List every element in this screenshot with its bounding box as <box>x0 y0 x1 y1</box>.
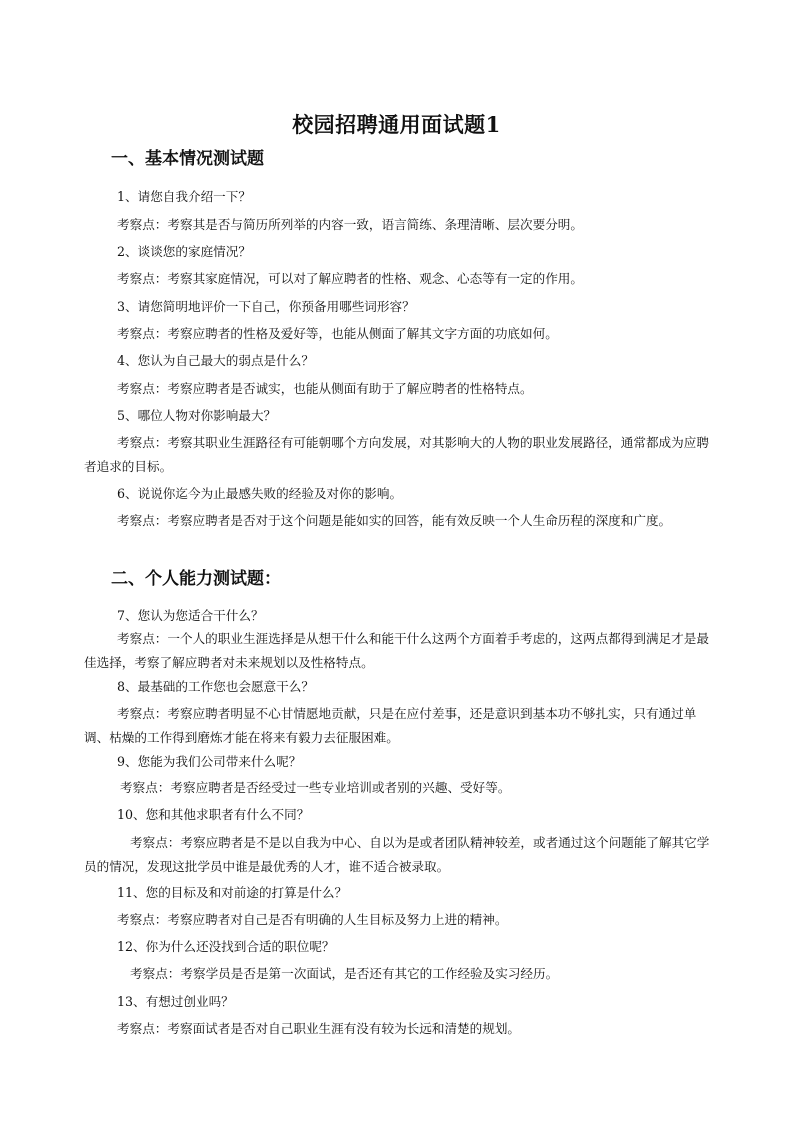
question-9: 9、您能为我们公司带来什么呢？ <box>117 754 302 769</box>
question-4: 4、您认为自己最大的弱点是什么？ <box>117 353 314 368</box>
section-heading-basic: 一、基本情况测试题 <box>111 149 264 169</box>
answer-12: 考察点：考察学员是否是第一次面试，是否还有其它的工作经验及实习经历。 <box>130 966 559 981</box>
question-11: 11、您的目标及和对前途的打算是什么？ <box>117 885 348 900</box>
question-3: 3、请您简明地评价一下自己，你预备用哪些词形容？ <box>117 299 415 314</box>
answer-13: 考察点：考察面试者是否对自己职业生涯有没有较为长远和清楚的规划。 <box>117 1021 520 1036</box>
answer-6: 考察点：考察应聘者是否对于这个问题是能如实的回答，能有效反映一个人生命历程的深度和广度。 <box>117 513 672 528</box>
answer-10: 考察点：考察应聘者是不是以自我为中心、自以为是或者团队精神较差，或者通过这个问题能了解其它学员的情况，发现这批学员中谁是最优秀的人才，谁不适合被录取。 <box>84 835 710 874</box>
answer-11: 考察点：考察应聘者对自己是否有明确的人生目标及努力上进的精神。 <box>117 912 508 927</box>
question-7: 7、您认为您适合干什么？ <box>117 608 264 623</box>
answer-7: 考察点：一个人的职业生涯选择是从想干什么和能干什么这两个方面着手考虑的，这两点都得到满足才是最佳选择，考察了解应聘者对未来规划以及性格特点。 <box>84 631 709 670</box>
answer-3: 考察点：考察应聘者的性格及爱好等，也能从侧面了解其文字方面的功底如何。 <box>117 326 558 341</box>
question-6: 6、说说你迄今为止最感失败的经验及对你的影响。 <box>117 486 403 501</box>
answer-5: 考察点：考察其职业生涯路径有可能朝哪个方向发展，对其影响大的人物的职业发展路径，通常都成为应聘者追求的目标。 <box>84 435 709 474</box>
answer-9: 考察点：考察应聘者是否经受过一些专业培训或者别的兴趣、受好等。 <box>120 780 511 795</box>
question-12: 12、你为什么还没找到合适的职位呢？ <box>117 939 335 954</box>
question-8: 8、最基础的工作您也会愿意干么？ <box>117 679 314 694</box>
question-13: 13、有想过创业吗？ <box>117 994 234 1009</box>
question-2: 2、谈谈您的家庭情况？ <box>117 244 251 259</box>
answer-1: 考察点：考察其是否与简历所列举的内容一致，语言简练、条理清晰、层次要分明。 <box>117 217 583 232</box>
answer-2: 考察点：考察其家庭情况，可以对了解应聘者的性格、观念、心态等有一定的作用。 <box>117 271 583 286</box>
question-5: 5、哪位人物对你影响最大？ <box>117 408 277 423</box>
question-10: 10、您和其他求职者有什么不同？ <box>117 807 310 822</box>
document-title: 校园招聘通用面试题1 <box>292 112 501 138</box>
section-heading-ability: 二、个人能力测试题： <box>111 569 281 589</box>
answer-4: 考察点：考察应聘者是否诚实，也能从侧面有助于了解应聘者的性格特点。 <box>117 381 533 396</box>
question-1: 1、请您自我介绍一下？ <box>117 189 251 204</box>
answer-8: 考察点：考察应聘者明显不心甘情愿地贡献，只是在应付差事，还是意识到基本功不够扎实，只有通过单调、枯燥的工作得到磨炼才能在将来有毅力去征服困难。 <box>84 706 697 745</box>
